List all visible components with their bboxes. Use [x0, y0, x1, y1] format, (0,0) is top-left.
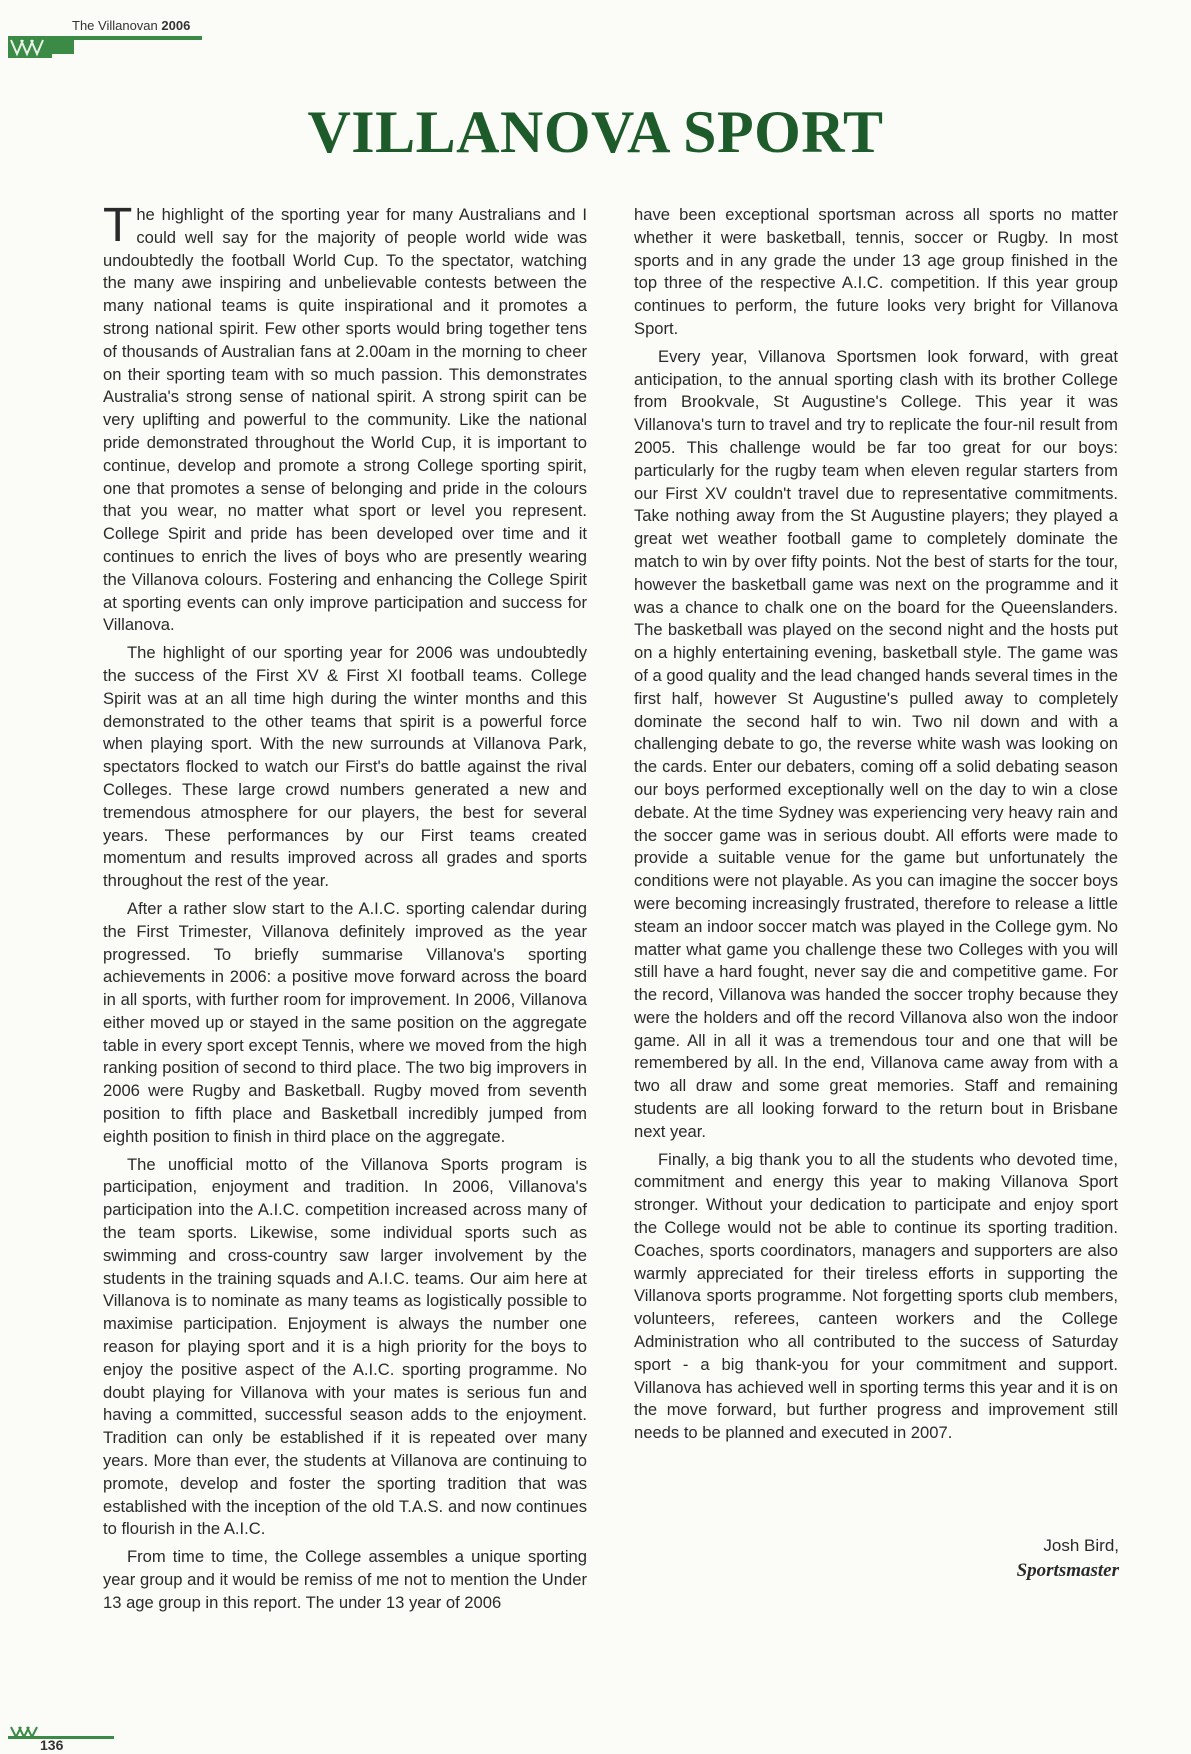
villanova-monogram-icon — [8, 36, 52, 58]
article-column-right — [634, 204, 1118, 1450]
article-paragraph: Every year, Villanova Sportsmen look forward, with great anticipation, to the annual sporting clash with its brother College from Brookvale, St Augustine's College. This year it was Villanova's turn to travel and try to replicate the four-nil result from 2005. This challenge would be far too great for our boys: particularly for the rugby team when eleven regular starters from our First XV couldn't travel due to representative commitments. Take nothing away from the St Augustine players; they played a great wet weather football game to completely dominate the match to win by over fifty points. Not the best of starts for the tour, however the basketball game was next on the programme and it was a chance to chalk one on the board for the Queenslanders. The basketball was played on the second night and the hosts put on a highly entertaining evening, basketball style. The game was of a good quality and the lead changed hands several times in the first half, however St Augustine's pulled away to completely dominate the second half to win. Two nil down and with a challenging debate to go, the reverse white wash was looking on the cards. Enter our debaters, coming off a solid debating season our boys performed exceptionally well on the day to win a close debate. At the time Sydney was experiencing very heavy rain and the soccer game was in serious doubt. All efforts were made to provide a suitable venue for the game but unfortunately the conditions were not playable. As you can imagine the soccer boys were becoming increasingly frustrated, therefore to release a little steam an indoor soccer match was played in the College gym. No matter what game you challenge these two Colleges with you will still have a hard fought, never say die and competitive game. For the record, Villanova was handed the soccer trophy because they were the holders and off the record Villanova also won the indoor game. All in all it was a tremendous tour and one that will be remembered by all. In the end, Villanova came away from with a two all draw and some great memories. Staff and remaining students are all looking forward to the return bout in Brisbane next year. — [634, 346, 1118, 1141]
article-paragraph: have been exceptional sportsman across all sports no matter whether it were basketball, tennis, soccer or Rugby. In most sports and in any grade the under 13 age group finished in the top three of the respective A.I.C. competition. If this year group continues to perform, the future looks very bright for Villanova Sport. — [634, 205, 1118, 338]
article-paragraph — [103, 199, 587, 637]
page-number: 136 — [40, 1737, 64, 1753]
article-paragraph: After a rather slow start to the A.I.C. sporting calendar during the First Trimester, Villanova definitely improved as the year progressed. To briefly summarise Villanova's sporting achievements in 2006: a positive move forward across the board in all sports, with further room for improvement. In 2006, Villanova either moved up or stayed in the same position on the aggregate table in every sport except Tennis, where we moved from the high ranking position of second to third place. The two big improvers in 2006 were Rugby and Basketball. Rugby moved from seventh position to fifth place and Basketball incredibly jumped from eighth position to finish in third place on the aggregate. — [103, 898, 587, 1146]
page-title: VILLANOVA SPORT — [307, 99, 884, 165]
page-header — [6, 14, 202, 58]
article-column-left — [103, 199, 587, 1620]
author-role: Sportsmaster — [1016, 1560, 1119, 1581]
publication-year: 2006 — [161, 18, 191, 33]
article-paragraph: Finally, a big thank you to all the students who devoted time, commitment and energy this year to making Villanova Sport stronger. Without your dedication to participate and enjoy sport the College would not be able to continue its sporting tradition. Coaches, sports coordinators, managers and supporters are also warmly appreciated for their tireless efforts in supporting the Villanova sports programme. Not forgetting sports club members, volunteers, referees, canteen workers and the College Administration who all contributed to the success of Saturday sport - a big thank-you for your commitment and support. Villanova has achieved well in sporting terms this year and it is on the move forward, but further progress and improvement still needs to be planned and executed in 2007. — [634, 1149, 1118, 1443]
article-paragraph: The unofficial motto of the Villanova Sports program is participation, enjoyment and tradition. In 2006, Villanova's participation into the A.I.C. competition increased across many of the team sports. Likewise, some individual sports such as swimming and cross-country saw larger involvement by the students in the training squads and A.I.C. teams. Our aim here at Villanova is to nominate as many teams as logistically possible to maximise participation. Enjoyment is always the number one reason for playing sport and it is a high priority for the boys to enjoy the positive aspect of the A.I.C. sporting programme. No doubt playing for Villanova with your mates is serious fun and having a committed, successful season adds to the enjoyment. Tradition can only be established if it is repeated over many years. More than ever, the students at Villanova are continuing to promote, develop and foster the sporting tradition that was established with the inception of the old T.A.S. and now continues to flourish in the A.I.C. — [103, 1154, 587, 1539]
article-paragraph: The highlight of our sporting year for 2006 was undoubtedly the success of the First XV & First XI football teams. College Spirit was at an all time high during the winter months and this demonstrated to the other teams that spirit is a powerful force when playing sport. With the new surrounds at Villanova Park, spectators flocked to watch our First's do battle against the rival Colleges. These large crowd numbers generated a new and tremendous atmosphere for our players, the best for several years. These performances by our First teams created momentum and results improved across all grades and sports throughout the rest of the year. — [103, 643, 587, 891]
author-signature — [1017, 1533, 1119, 1583]
paragraph-text: he highlight of the sporting year for many Australians and I could well say for the majority of people world wide was undoubtedly the football World Cup. To the spectator, watching the many awe inspiring and unbelievable contests between the many national teams is quite inspirational and it promotes a strong national spirit. Few other sports would bring together tens of thousands of Australian fans at 2.00am in the morning to cheer on their sporting team with so much passion. This demonstrates Australia's strong sense of national spirit. A strong spirit can be very uplifting and powerful to the community. Like the national pride demonstrated throughout the World Cup, it is important to continue, develop and promote a strong College sporting spirit, one that promotes a sense of belonging and pride in the colours that you wear, no matter what sport or level you represent. College Spirit and pride has been developed over time and it continues to enrich the lives of boys who are presently wearing the Villanova colours. Fostering and enhancing the College Spirit at sporting events can only improve participation and success for Villanova. — [103, 205, 587, 635]
author-name: Josh Bird, — [1043, 1536, 1119, 1555]
publication-name: The Villanovan — [72, 18, 158, 33]
article-paragraph: From time to time, the College assembles a unique sporting year group and it would be remiss of me not to mention the Under 13 age group in this report. The under 13 year of 2006 — [103, 1547, 587, 1612]
publication-label — [72, 18, 190, 33]
page-footer — [6, 1726, 116, 1754]
drop-cap: T — [103, 199, 133, 252]
